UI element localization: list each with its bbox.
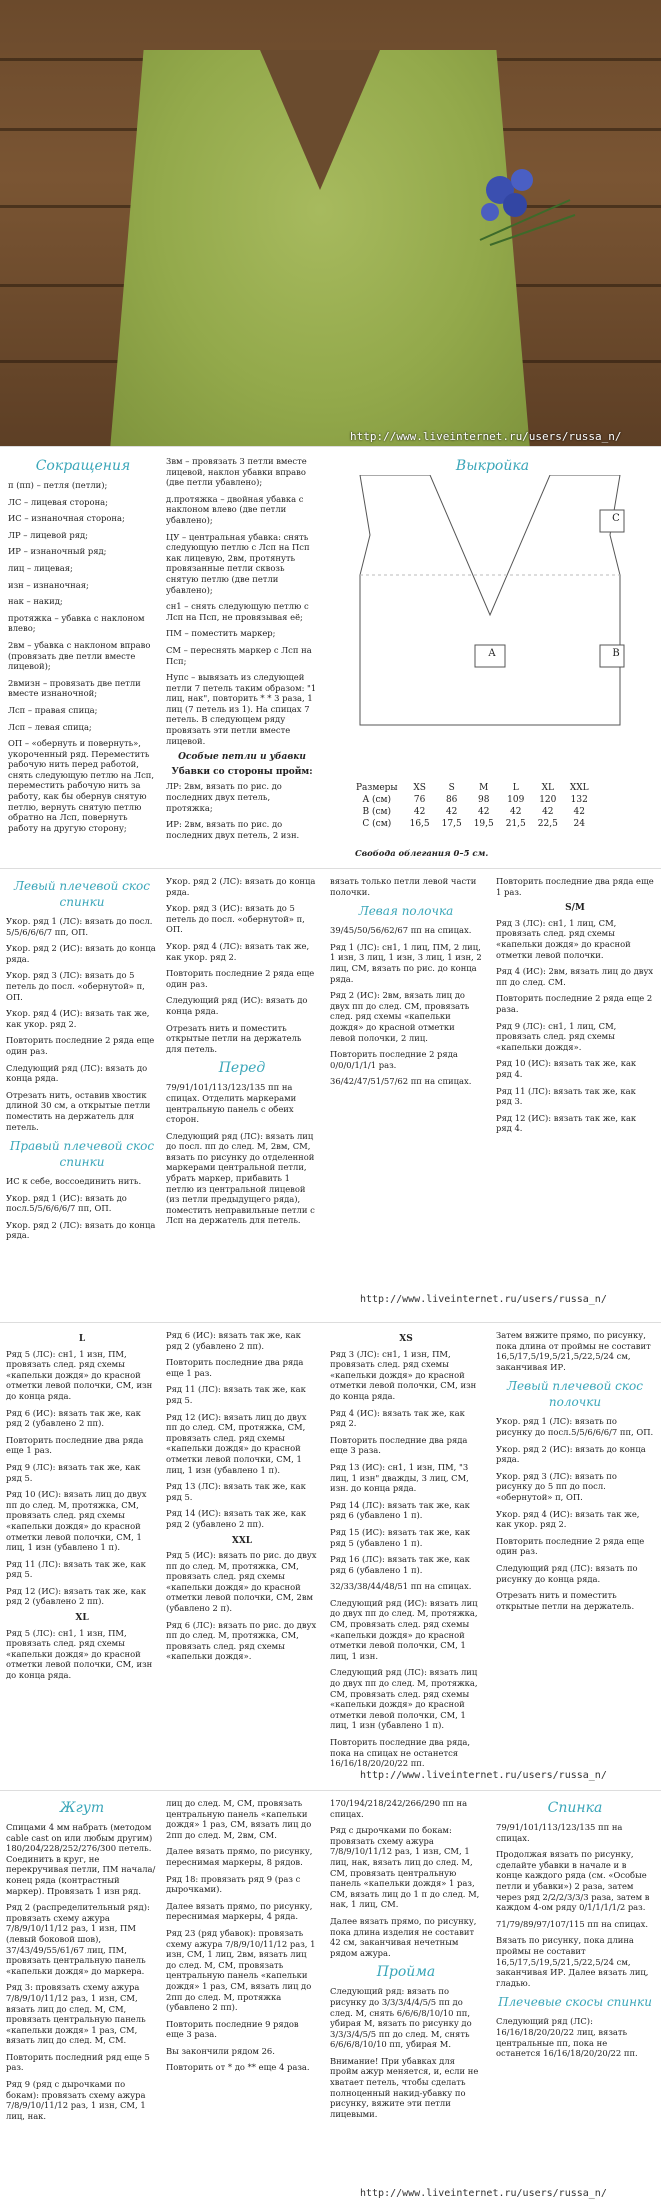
divider xyxy=(0,1790,661,1791)
table-cell: 24 xyxy=(573,819,585,829)
section-heading: Сокращения xyxy=(35,458,131,474)
text-line: Ряд 14 (ЛС): вязать так же, как ряд 6 (убавлено 1 п). xyxy=(330,1499,470,1521)
abbreviations-column-2 xyxy=(166,456,318,846)
text-line: Отрезать нить, оставив хвостик длиной 30 см, а открытые петли поместить на держатель для петель. xyxy=(6,1089,151,1132)
sub-heading: Убавки со стороны пройм: xyxy=(171,766,313,777)
size-label: S/M xyxy=(565,903,585,914)
table-cell: 76 xyxy=(413,795,426,805)
text-line: Продолжая вязать по рисунку, сделайте убавки в начале и в конце каждого ряда (см. «Особые петли и убавки») 2 раза, затем через ряд 2/2/2/3/3/3 раза, затем в каждом 4-ом ряду 0/1/1/1/1/2 раз. xyxy=(496,1849,650,1913)
text-line: Повторить последние 2 ряда еще один раз. xyxy=(166,968,315,989)
text-line: Ряд 10 (ИС): вязать так же, как ряд 4. xyxy=(496,1058,637,1079)
text-line: Укор. ряд 2 (ЛС): вязать до конца ряда. xyxy=(166,876,316,897)
text-line: Ряд 23 (ряд убавок): провязать схему ажура 7/8/9/10/11/12 раз, 1 изн, СМ, 1 лиц, 2вм, вязать лиц до след. М, СМ, провязать центральную панель «капельки дождя» 1 раз, СМ, вязать лиц до 2пп до след. М, протяжка (убавлено 2 пп). xyxy=(166,1927,316,2013)
text-line: 36/42/47/51/57/62 пп на спицах. xyxy=(330,1076,472,1087)
text-line: Ряд 11 (ЛС): вязать так же, как ряд 5. xyxy=(6,1558,146,1580)
table-row xyxy=(350,782,595,794)
text-line: Ряд 11 (ЛС): вязать так же, как ряд 3. xyxy=(496,1085,636,1107)
text-line: Следующий ряд (ЛС): вязать до конца ряда. xyxy=(6,1062,148,1084)
text-line: Затем вяжите прямо, по рисунку, пока длина от проймы не составит 16,5/17,5/19,5/21,5/22,5/24 см, заканчивая ИР. xyxy=(496,1330,651,1372)
page2-column-4 xyxy=(496,876,654,1140)
text-line: Следующий ряд (ЛС): 16/16/18/20/20/22 лиц, вязать центральные пп, пока не останется 16/16/18/20/20/22 пп. xyxy=(496,2016,638,2059)
size-label: XXL xyxy=(231,1535,253,1546)
text-line: Укор. ряд 2 (ИС): вязать до конца ряда. xyxy=(6,943,156,964)
text-line: 39/45/50/56/62/67 пп на спицах. xyxy=(330,925,472,936)
text-line: п (пп) – петля (петли); xyxy=(8,480,108,490)
text-line: д.протяжка – двойная убавка с наклоном влево (две петли убавлено); xyxy=(166,493,304,525)
table-cell: 42 xyxy=(542,807,554,817)
label-c: C xyxy=(612,513,620,524)
watermark: http://www.liveinternet.ru/users/russa_n/ xyxy=(360,1294,607,1305)
text-line: Повторить последние 2 ряда 0/0/0/1/1/1 раз. xyxy=(330,1049,458,1070)
text-line: Ряд 4 (ИС): вязать так же, как ряд 2. xyxy=(330,1407,465,1429)
section-heading: Спинка xyxy=(547,1800,603,1816)
text-line: Повторить последние 2 ряда еще 2 раза. xyxy=(496,993,653,1014)
page4-column-1 xyxy=(6,1794,158,2127)
cornflower-bouquet-icon xyxy=(460,160,580,250)
page2-column-1 xyxy=(6,872,158,1247)
text-line: ИР: 2вм, вязать по рис. до последних двух петель, 2 изн. xyxy=(166,819,300,840)
watermark: http://www.liveinternet.ru/users/russa_n/ xyxy=(360,1770,607,1781)
table-cell: L xyxy=(512,783,519,793)
text-line: Повторить от * до ** еще 4 раза. xyxy=(166,2062,310,2073)
table-cell: 120 xyxy=(539,795,557,805)
text-line: Ряд 6 (ИС): вязать так же, как ряд 2 (убавлено 2 пп). xyxy=(6,1407,141,1429)
table-cell: Размеры xyxy=(356,783,398,793)
page3-column-2 xyxy=(166,1330,318,1668)
text-line: 170/194/218/242/266/290 пп на спицах. xyxy=(330,1798,468,1819)
text-line: Следующий ряд (ЛС): вязать лиц до посл. пп до след. М, 2вм, СМ, вязать по рисунку до отделенной маркерами центральной петли, убрать маркер, прибавить 1 петлю из центральной лицевой (из петли предыдущего ряда), поместить неправильные петли с Лсп на держатель для петель. xyxy=(166,1130,315,1226)
section-heading: Левый плечевой скос спинки xyxy=(13,879,151,909)
fit-note: Свобода облегания 0–5 см. xyxy=(355,848,489,858)
text-line: Далее вязать прямо, по рисунку, пока длина изделия не составит 42 см, заканчивая нечетным рядом ажура. xyxy=(330,1915,477,1958)
abbreviations-column xyxy=(8,452,158,839)
label-a: A xyxy=(488,648,496,659)
table-cell: 86 xyxy=(445,795,458,805)
text-line: Ряд 5 (ЛС): сн1, 1 изн, ПМ, провязать след. ряд схемы «капельки дождя» до красной отметки левой полочки, СМ, изн до конца ряда. xyxy=(6,1627,153,1681)
text-line: Лсп – левая спица; xyxy=(8,721,92,732)
text-line: Ряд 14 (ИС): вязать так же, как ряд 2 (убавлено 2 пп). xyxy=(166,1508,307,1529)
text-line: Ряд 18: провязать ряд 9 (раз с дырочками). xyxy=(166,1873,301,1895)
text-line: лиц – лицевая; xyxy=(8,562,73,573)
text-line: Ряд 13 (ИС): сн1, 1 изн, ПМ, "3 лиц, 1 изн" дважды, 3 лиц, СМ, изн. до конца ряда. xyxy=(330,1461,469,1494)
text-line: Следующий ряд (ЛС): вязать по рисунку до конца ряда. xyxy=(496,1562,638,1584)
text-line: ИР – изнаночный ряд; xyxy=(8,546,107,557)
divider xyxy=(0,446,661,447)
text-line: ИС – изнаночная сторона; xyxy=(8,513,125,524)
watermark: http://www.liveinternet.ru/users/russa_n/ xyxy=(360,2188,607,2199)
size-label: L xyxy=(78,1334,86,1344)
text-line: 32/33/38/44/48/51 пп на спицах. xyxy=(330,1581,472,1592)
table-cell: 22,5 xyxy=(537,819,558,829)
text-line: Укор. ряд 1 (ЛС): вязать до посл. 5/5/6/6/6/7 пп, ОП. xyxy=(6,916,153,937)
text-line: Укор. ряд 3 (ЛС): вязать по рисунку до 5 пп до посл. «обернутой» п, ОП. xyxy=(496,1470,617,1502)
text-line: 71/79/89/97/107/115 пп на спицах. xyxy=(496,1918,649,1929)
section-heading: Перед xyxy=(218,1060,266,1077)
text-line: вязать только петли левой части полочки. xyxy=(330,876,477,897)
text-line: Ряд 5 (ЛС): сн1, 1 изн, ПМ, провязать след. ряд схемы «капельки дождя» до красной отметки левой полочки, СМ, изн до конца ряда. xyxy=(6,1348,153,1401)
text-line: Следующий ряд (ЛС): вязать лиц до двух пп до след. М, протяжка, СМ, провязать след. ряд схемы «капельки дождя» до красной отметки левой полочки, СМ, 1 лиц, 1 изн (убавлено 1 п). xyxy=(330,1667,478,1731)
text-line: Ряд 4 (ИС): 2вм, вязать лиц до двух пп до след. СМ. xyxy=(496,966,654,987)
text-line: Ряд 2 (распределительный ряд): провязать схему ажура 7/8/9/10/11/12 раз, 1 изн, ПМ (левый боковой шов), 37/43/49/55/61/67 лиц, ПМ, провязать центральную панель «капельки дождя» до маркера. xyxy=(6,1902,150,1976)
table-cell: 42 xyxy=(573,807,585,817)
section-heading: Левый плечевой скос полочки xyxy=(506,1379,644,1410)
text-line: ЦУ – центральная убавка: снять следующую петлю с Лсп на Псп как лицевую, 2вм, протянуть провязанные петли сквозь снятую петлю (две петли убавлено); xyxy=(166,531,310,595)
text-line: Повторить последние два ряда еще 1 раз. xyxy=(166,1357,304,1378)
page3-column-1 xyxy=(6,1330,158,1687)
sweater-photo xyxy=(0,0,661,446)
table-cell: XXL xyxy=(569,783,589,793)
text-line: Укор. ряд 1 (ЛС): вязать по рисунку до посл.5/5/6/6/6/7 пп, ОП. xyxy=(496,1416,654,1437)
text-line: Ряд 9 (ряд с дырочками по бокам): провязать схему ажура 7/8/9/10/11/12 раз, 1 изн, СМ, 1 лиц, нак. xyxy=(6,2079,146,2121)
table-cell: B (см) xyxy=(362,807,392,817)
page4-column-3 xyxy=(330,1798,482,2125)
text-line: Ряд 9 (ЛС): вязать так же, как ряд 5. xyxy=(6,1461,141,1483)
text-line: ПМ – поместить маркер; xyxy=(166,628,276,639)
text-line: Укор. ряд 1 (ИС): вязать до посл.5/5/6/6/6/7 пп, ОП. xyxy=(6,1192,127,1214)
section-heading: Правый плечевой скос спинки xyxy=(9,1139,155,1170)
text-line: Ряд 9 (ЛС): сн1, 1 лиц, СМ, провязать след. ряд схемы «капельки дождя». xyxy=(496,1020,617,1052)
table-cell: 42 xyxy=(477,807,490,817)
table-cell: A (см) xyxy=(362,795,392,805)
text-line: Ряд 12 (ИС): вязать так же, как ряд 4. xyxy=(496,1112,637,1134)
text-line: Ряд с дырочками по бокам: провязать схему ажура 7/8/9/10/11/12 раз, 1 изн, СМ, 1 лиц, нак, вязать лиц до след. М, СМ, провязать центральную панель «капельки дождя» 1 раз, СМ, вязать лиц до 1 п до след. М, нак, 1 лиц, СМ. xyxy=(330,1825,480,1910)
text-line: Укор. ряд 4 (ИС): вязать так же, как укор. ряд 2. xyxy=(496,1508,640,1530)
text-line: Далее вязать прямо, по рисунку, переснимая маркеры, 4 ряда. xyxy=(166,1900,313,1922)
table-cell: 21,5 xyxy=(505,819,526,829)
text-line: Лсп – правая спица; xyxy=(8,704,98,715)
text-line: 2вм – убавка с наклоном вправо (провязать две петли вместе лицевой); xyxy=(8,639,151,672)
text-line: 79/91/101/113/123/135 пп на спицах. Отделить маркерами центральную панель с обеих сторон. xyxy=(166,1082,297,1125)
text-line: Укор. ряд 2 (ЛС): вязать до конца ряда. xyxy=(6,1219,156,1241)
table-cell: S xyxy=(448,783,455,793)
text-line: Ряд 6 (ЛС): вязать по рис. до двух пп до след. М, протяжка, СМ, провязать след. ряд схемы «капельки дождя». xyxy=(166,1619,317,1662)
text-line: Ряд 1 (ЛС): сн1, 1 лиц, ПМ, 2 лиц, 1 изн, 3 лиц, 1 изн, 3 лиц, 1 изн, 2 лиц, СМ, вязать по рис. до конца ряда. xyxy=(330,941,482,984)
text-line: ЛС – лицевая сторона; xyxy=(8,496,108,507)
text-line: Отрезать нить и поместить открытые петли на держатель. xyxy=(496,1590,635,1611)
text-line: Ряд 16 (ЛС): вязать так же, как ряд 6 (убавлено 1 п). xyxy=(330,1554,470,1575)
text-line: Вы закончили рядом 26. xyxy=(166,2045,275,2056)
size-label: XL xyxy=(75,1613,89,1624)
text-line: Вязать по рисунку, пока длина проймы не составит 16,5/17,5/19,5/21,5/22,5/24 см, заканчивая ИР. Далее вязать лиц, гладью. xyxy=(496,1935,649,1988)
table-cell: 42 xyxy=(510,807,522,817)
page4-column-4 xyxy=(496,1794,654,2065)
text-line: Внимание! При убавках для пройм ажур меняется, и, если не хватает петель, чтобы сделать полноценный накид-убавку по рисунку, вяжите эти петли лицевыми. xyxy=(330,2055,479,2119)
text-line: Следующий ряд (ИС): вязать до конца ряда. xyxy=(166,995,308,1016)
text-line: ОП – «обернуть и повернуть», укороченный ряд. Переместить рабочую нить перед работой, снять следующую петлю на Лсп, переместить рабочую нить за работу, как бы обернув снятую петлю, вернуть снятую петлю обратно на Лсп, повернуть работу на другую сторону; xyxy=(8,738,155,833)
text-line: ЛР: 2вм, вязать по рис. до последних двух петель, протяжка; xyxy=(166,781,282,813)
size-label: XS xyxy=(399,1334,413,1344)
section-heading: Пройма xyxy=(376,1964,436,1981)
text-line: Ряд 12 (ИС): вязать так же, как ряд 2 (убавлено 2 пп). xyxy=(6,1585,147,1607)
text-line: Ряд 3 (ЛС): сн1, 1 изн, ПМ, провязать след. ряд схемы «капельки дождя» до красной отметки левой полочки, СМ, изн до конца ряда. xyxy=(330,1348,477,1401)
table-cell: 132 xyxy=(570,795,588,805)
text-line: Ряд 2 (ИС): 2вм, вязать лиц до двух пп до след. СМ, провязать след. ряд схемы «капельки дождя» до красной отметки левой полочки, 2 лиц. xyxy=(330,990,470,1043)
watermark: http://www.liveinternet.ru/users/russa_n/ xyxy=(350,430,622,443)
page3-column-3 xyxy=(330,1330,482,1775)
table-cell: 109 xyxy=(507,795,525,805)
text-line: нак – накид; xyxy=(8,596,63,607)
text-line: ИС к себе, воссоединить нить. xyxy=(6,1176,142,1187)
text-line: Укор. ряд 4 (ЛС): вязать так же, как укор. ряд 2. xyxy=(166,940,310,962)
section-heading: Выкройка xyxy=(455,458,530,474)
table-cell: 42 xyxy=(445,807,458,817)
table-row xyxy=(350,818,595,830)
text-line: Укор. ряд 4 (ИС): вязать так же, как укор. ряд 2. xyxy=(6,1008,150,1029)
table-row xyxy=(350,806,595,818)
table-cell: 17,5 xyxy=(441,819,462,829)
divider xyxy=(0,868,661,869)
text-line: Укор. ряд 3 (ИС): вязать до 5 петель до посл. «обернутой» п, ОП. xyxy=(166,903,305,935)
table-cell: C (см) xyxy=(362,819,392,829)
table-cell: 16,5 xyxy=(409,819,430,829)
label-b: B xyxy=(612,648,620,659)
text-line: Отрезать нить и поместить открытые петли на держатель для петель. xyxy=(166,1022,302,1054)
text-line: СМ – переснять маркер с Лсп на Псп; xyxy=(166,644,312,666)
text-line: 79/91/101/113/123/135 пп на спицах. xyxy=(496,1822,623,1843)
text-line: Ряд 3 (ЛС): сн1, 1 лиц, СМ, провязать след. ряд схемы «капельки дождя» до красной отметки левой полочки. xyxy=(496,917,631,960)
text-line: Далее вязать прямо, по рисунку, переснимая маркеры, 8 рядов. xyxy=(166,1846,313,1867)
text-line: Ряд 13 (ЛС): вязать так же, как ряд 5. xyxy=(166,1481,306,1502)
sub-heading: Особые петли и убавки xyxy=(178,752,306,763)
text-line: изн – изнаночная; xyxy=(8,579,89,590)
text-line: Укор. ряд 2 (ИС): вязать до конца ряда. xyxy=(496,1443,646,1465)
table-cell: M xyxy=(479,783,489,793)
table-cell: 98 xyxy=(477,795,490,805)
sizes-table xyxy=(350,782,595,830)
table-cell: 42 xyxy=(413,807,426,817)
text-line: Повторить последний ряд еще 5 раз. xyxy=(6,2051,150,2073)
text-line: Повторить последние два ряда еще 3 раза. xyxy=(330,1434,468,1456)
text-line: Ряд 11 (ЛС): вязать так же, как ряд 5. xyxy=(166,1384,306,1405)
divider xyxy=(0,1322,661,1323)
text-line: Ряд 3: провязать схему ажура 7/8/9/10/11/12 раз, 1 изн, СМ, вязать лиц до след. М, СМ, провязать центральную панель «капельки дождя» 1 раз, СМ, вязать лиц до след. М, СМ. xyxy=(6,1982,146,2046)
text-line: лиц до след. М, СМ, провязать центральную панель «капельки дождя» 1 раз, СМ, вязать лиц до 2пп до след. М, 2вм, СМ. xyxy=(166,1798,312,1840)
table-row xyxy=(350,794,595,806)
text-line: Нупс – вывязать из следующей петли 7 петель таким образом: "1 лиц, нак", повторить * * 3 раза, 1 лиц (7 петель из 1). На спицах 7 петель. В следующем ряду провязать эти петли вместе лицевой. xyxy=(166,672,317,746)
text-line: Повторить последние два ряда, пока на спицах не останется 16/16/18/20/20/22 пп. xyxy=(330,1737,471,1769)
text-line: Ряд 6 (ИС): вязать так же, как ряд 2 (убавлено 2 пп). xyxy=(166,1330,301,1351)
table-cell: 19,5 xyxy=(473,819,494,829)
text-line: 2вмизн – провязать две петли вместе изнаночной; xyxy=(8,677,141,699)
text-line: Спицами 4 мм набрать (методом cable cast on или любым другим) 180/204/228/252/276/300 петель. Соединить в круг, не перекручивая петли, ПМ начала/конец ряда (контрастный маркер). Провязать 1 изн ряд. xyxy=(6,1822,156,1896)
page2-column-3 xyxy=(330,876,482,1093)
text-line: Ряд 15 (ИС): вязать так же, как ряд 5 (убавлено 1 п). xyxy=(330,1526,471,1548)
text-line: 3вм – провязать 3 петли вместе лицевой, наклон убавки вправо (две петли убавлено); xyxy=(166,456,307,488)
vest-schematic xyxy=(340,475,640,755)
text-line: протяжка – убавка с наклоном влево; xyxy=(8,612,145,634)
text-line: Укор. ряд 3 (ЛС): вязать до 5 петель до посл. «обернутой» п, ОП. xyxy=(6,970,145,1002)
table-cell: XL xyxy=(541,783,554,793)
page2-column-2 xyxy=(166,876,318,1232)
text-line: Следующий ряд (ИС): вязать лиц до двух пп до след. М, протяжка, СМ, провязать след. ряд схемы «капельки дождя» до красной отметки левой полочки, СМ, 1 лиц, 1 изн. xyxy=(330,1597,478,1661)
text-line: Повторить последние два ряда еще 1 раз. xyxy=(6,1434,144,1456)
text-line: ЛР – лицевой ряд; xyxy=(8,529,89,540)
text-line: Следующий ряд: вязать по рисунку до 3/3/3/4/4/5/5 пп до след. М, снять 6/6/6/8/10/10 пп, убирая М, вязать по рисунку до 3/3/3/4/5/5 пп до след. М, снять 6/6/6/8/10/10 пп, убирая М. xyxy=(330,1986,472,2050)
section-heading: Жгут xyxy=(59,1800,105,1816)
text-line: сн1 – снять следующую петлю с Лсп на Псп, не провязывая её; xyxy=(166,601,309,622)
text-line: Ряд 5 (ИС): вязать по рис. до двух пп до след. М, протяжка, СМ, провязать след. ряд схемы «капельки дождя» до красной отметки левой полочки, СМ, 2вм (убавлено 2 п). xyxy=(166,1550,317,1614)
text-line: Повторить последние 9 рядов еще 3 раза. xyxy=(166,2018,299,2040)
text-line: Ряд 10 (ИС): вязать лиц до двух пп до след. М, протяжка, СМ, провязать след. ряд схемы «капельки дождя» до красной отметки левой полочки, СМ, 1 лиц, 1 изн (убавлено 1 п). xyxy=(6,1489,147,1553)
page4-column-2 xyxy=(166,1798,318,2079)
section-heading: Плечевые скосы спинки xyxy=(498,1995,652,2010)
section-heading: Левая полочка xyxy=(358,904,454,919)
table-cell: XS xyxy=(413,783,426,793)
text-line: Повторить последние 2 ряда еще один раз. xyxy=(496,1535,645,1557)
text-line: Повторить последние 2 ряда еще один раз. xyxy=(6,1035,155,1056)
text-line: Ряд 12 (ИС): вязать лиц до двух пп до след. СМ, протяжка, СМ, провязать след. ряд схемы «капельки дождя» до красной отметки левой полочки, СМ, 1 лиц, 1 изн (убавлено 1 п). xyxy=(166,1411,307,1475)
page3-column-4 xyxy=(496,1330,654,1617)
text-line: Повторить последние два ряда еще 1 раз. xyxy=(496,876,654,897)
